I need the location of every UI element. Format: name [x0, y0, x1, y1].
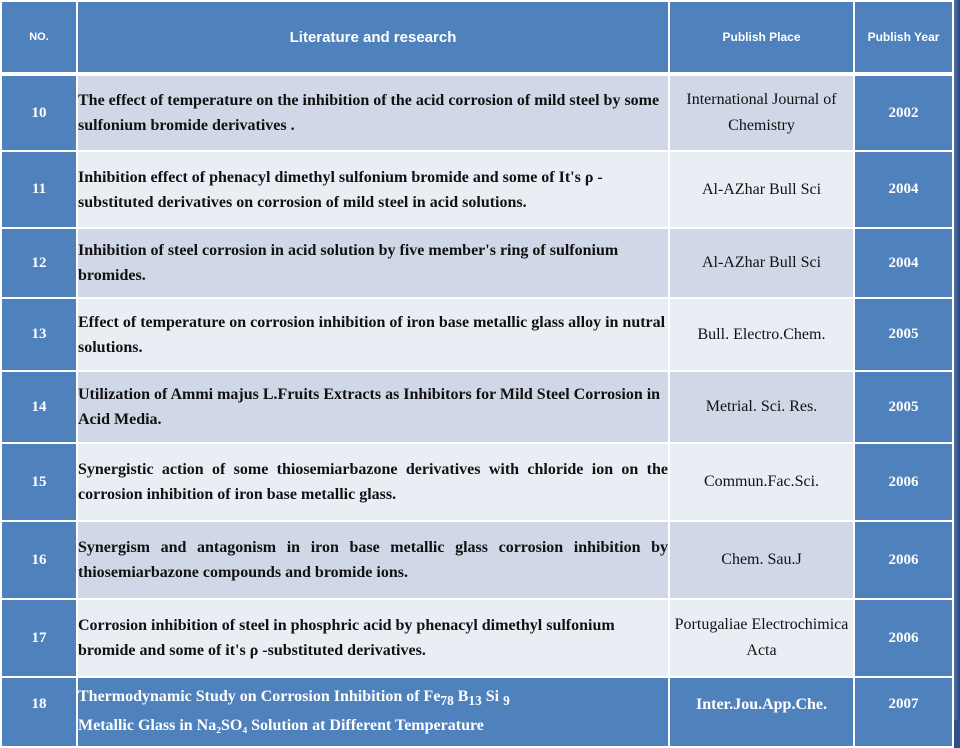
row-year: 2005	[854, 371, 953, 443]
row-place: Al-AZhar Bull Sci	[669, 151, 854, 228]
row-title	[77, 677, 669, 747]
row-title-subscript-fe: 78	[440, 693, 454, 709]
row-title: Corrosion inhibition of steel in phosphric acid by phenacyl dimethyl sulfonium bromide and some of it's ρ -substituted derivatives.	[77, 599, 669, 677]
row-year: 2006	[854, 599, 953, 677]
table-row	[1, 371, 953, 443]
row-title-subscript-b: 13	[468, 693, 482, 709]
row-place: Al-AZhar Bull Sci	[669, 228, 854, 298]
header-no: NO.	[1, 1, 77, 74]
row-title: The effect of temperature on the inhibition of the acid corrosion of mild steel by some sulfonium bromide derivatives .	[77, 74, 669, 151]
row-title: Inhibition of steel corrosion in acid solution by five member's ring of sulfonium bromides.	[77, 228, 669, 298]
row-place: Inter.Jou.App.Che.	[669, 677, 854, 747]
row-place: Portugaliae Electrochimica Acta	[669, 599, 854, 677]
row-year: 2007	[854, 677, 953, 747]
row-title-prefix: Thermodynamic Study on Corrosion Inhibition of Fe	[78, 688, 441, 705]
row-year: 2006	[854, 443, 953, 521]
table-row	[1, 521, 953, 599]
row-title: Utilization of Ammi majus L.Fruits Extracts as Inhibitors for Mild Steel Corrosion in Acid Media.	[77, 371, 669, 443]
table-row	[1, 151, 953, 228]
row-no: 17	[1, 599, 77, 677]
table-row	[1, 228, 953, 298]
row-year: 2005	[854, 298, 953, 371]
header-place: Publish Place	[669, 1, 854, 74]
row-title-si: Si	[481, 688, 504, 705]
row-title: Inhibition effect of phenacyl dimethyl sulfonium bromide and some of It's ρ -substituted derivatives on corrosion of mild steel in acid solutions.	[77, 151, 669, 228]
row-no: 11	[1, 151, 77, 228]
row-year: 2004	[854, 151, 953, 228]
header-year: Publish Year	[854, 1, 953, 74]
table-row	[1, 298, 953, 371]
row-no: 18	[1, 677, 77, 747]
row-title-subscript-si: 9	[503, 693, 510, 709]
row-no: 13	[1, 298, 77, 371]
row-no: 16	[1, 521, 77, 599]
header-title: Literature and research	[77, 1, 669, 74]
row-no: 15	[1, 443, 77, 521]
row-title: Synergism and antagonism in iron base metallic glass corrosion inhibition by thiosemiarbazone compounds and bromide ions.	[77, 521, 669, 599]
row-place: Metrial. Sci. Res.	[669, 371, 854, 443]
row-place: Commun.Fac.Sci.	[669, 443, 854, 521]
row-no: 12	[1, 228, 77, 298]
row-place: International Journal of Chemistry	[669, 74, 854, 151]
row-place: Chem. Sau.J	[669, 521, 854, 599]
table-row	[1, 74, 953, 151]
table-row	[1, 443, 953, 521]
row-no: 10	[1, 74, 77, 151]
row-place: Bull. Electro.Chem.	[669, 298, 854, 371]
table-row	[1, 599, 953, 677]
row-year: 2002	[854, 74, 953, 151]
table-row	[1, 677, 953, 747]
row-year: 2006	[854, 521, 953, 599]
row-year: 2004	[854, 228, 953, 298]
row-no: 14	[1, 371, 77, 443]
row-title: Synergistic action of some thiosemiarbazone derivatives with chloride ion on the corrosion inhibition of iron base metallic glass.	[77, 443, 669, 521]
row-title-b: B	[453, 688, 469, 705]
row-title-line2: Metallic Glass in Na₂SO₄ Solution at Different Temperature	[78, 717, 484, 735]
row-title: Effect of temperature on corrosion inhibition of iron base metallic glass alloy in nutral solutions.	[77, 298, 669, 371]
table-header-row	[1, 1, 953, 74]
